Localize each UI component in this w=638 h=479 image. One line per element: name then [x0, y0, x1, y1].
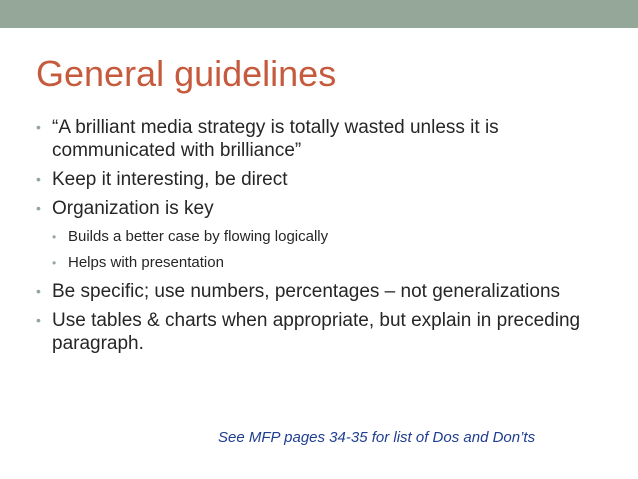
bullet-marker: • [36, 312, 41, 328]
bullet-marker: • [36, 119, 41, 135]
sub-bullet-list [36, 226, 616, 274]
sub-bullet-flowing [36, 226, 616, 248]
sub-bullet-marker: • [52, 230, 57, 244]
bullet-quote [36, 116, 616, 162]
sub-bullet-group [36, 226, 616, 274]
top-accent-band [0, 0, 638, 28]
bullet-marker: • [36, 200, 41, 216]
bullet-tables-charts [36, 309, 616, 355]
sub-bullet-marker: • [52, 256, 57, 270]
bullet-text: Use tables & charts when appropriate, but explain in preceding paragraph. [52, 310, 581, 354]
sub-bullet-presentation [36, 252, 616, 274]
bullet-list [36, 116, 616, 361]
bullet-text: Be specific; use numbers, percentages – not generalizations [52, 281, 561, 302]
bullet-text: “A brilliant media strategy is totally wasted unless it is communicated with brilliance” [52, 117, 499, 161]
sub-bullet-text: Helps with presentation [68, 254, 224, 271]
footnote-reference: See MFP pages 34-35 for list of Dos and Don’ts [218, 429, 536, 446]
bullet-keep-interesting [36, 168, 616, 191]
sub-bullet-text: Builds a better case by flowing logically [68, 228, 329, 245]
bullet-be-specific [36, 280, 616, 303]
slide-title: General guidelines [36, 53, 337, 94]
bullet-marker: • [36, 283, 41, 299]
bullet-marker: • [36, 171, 41, 187]
bullet-organization [36, 197, 616, 220]
bullet-text: Keep it interesting, be direct [52, 169, 288, 190]
bullet-text: Organization is key [52, 198, 214, 219]
